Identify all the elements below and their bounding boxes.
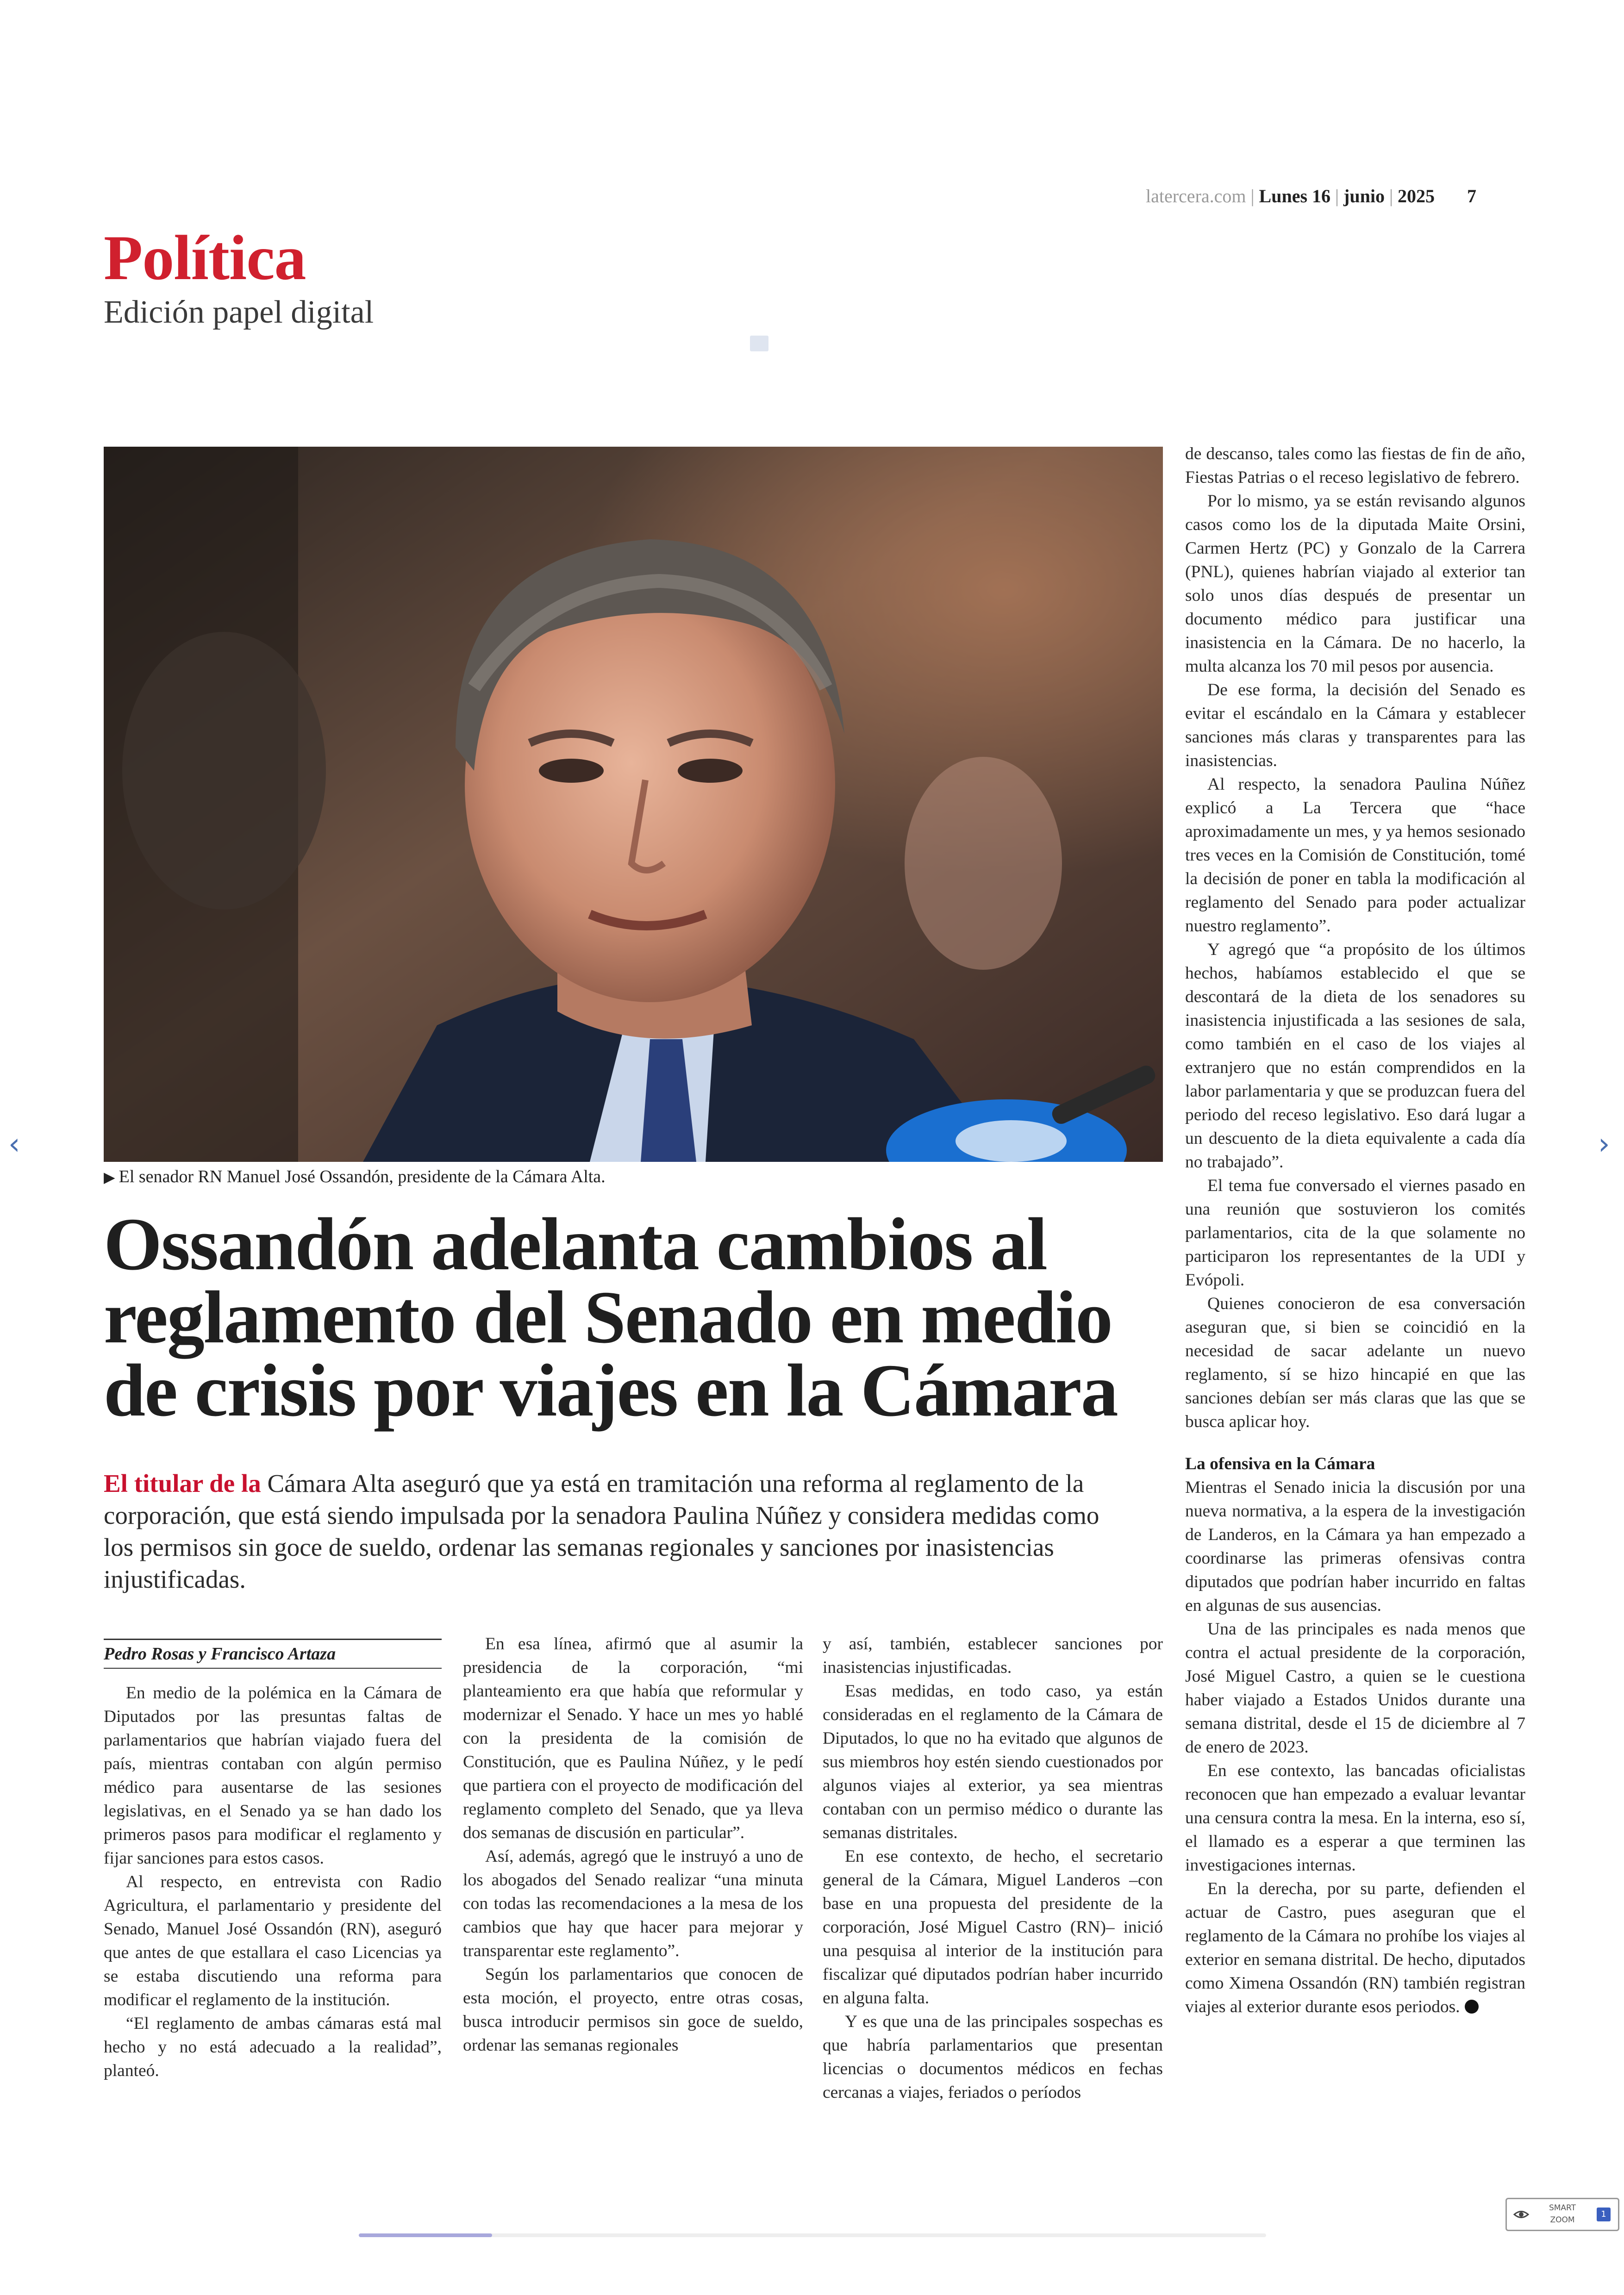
caption-triangle-icon: ▶: [104, 1169, 115, 1185]
page-marker-icon: [750, 336, 768, 351]
section-title: Política: [104, 222, 306, 293]
paragraph: Al respecto, la senadora Paulina Núñez explicó a La Tercera que “hace aproximadamente un mes, y ya hemos sesionado tres veces en la Comisión de Constitución, tomé la decisión de poner en tabla la modificación al reglamento del Senado para poder actualizar nuestro reglamento”.: [1185, 775, 1525, 935]
paragraph: En medio de la polémica en la Cámara de Diputados por las presuntas faltas de parlamentarios que habrían viajado fuera del país, mientras contaban con algún permiso médico para ausentarse de las sesiones legislativas, en el Senado ya se han dado los primeros pasos para modificar el reglamento y fijar sanciones para estos casos.: [104, 1684, 442, 1868]
paragraph: Una de las principales es nada menos que contra el actual presidente de la corporación, José Miguel Castro, a quien se le cuestiona haber viajado a Estados Unidos durante una semana distrital, desde el 15 de diciembre al 7 de enero de 2023.: [1185, 1620, 1525, 1757]
body-column-3: [823, 1632, 1163, 2104]
article-headline: Ossandón adelanta cambios al reglamento del Senado en medio de crisis por viajes en la Cámara: [104, 1203, 1118, 1432]
paragraph: Según los parlamentarios que conocen de esta moción, el proyecto, entre otras cosas, busca introducir permisos sin goce de sueldo, ordenar las semanas regionales: [463, 1965, 803, 2055]
masthead: latercera.com | Lunes 16 | junio | 2025 7: [1146, 186, 1476, 206]
paragraph: Así, además, agregó que le instruyó a uno de los abogados del Senado realizar “una minuta con todas las recomendaciones a la mesa de los cambios que hay que hacer para mejorar y transparentar este reglamento”.: [463, 1847, 803, 1960]
smart-zoom-label: SMART ZOOM: [1549, 2203, 1576, 2225]
edition-label: Edición papel digital: [104, 294, 374, 330]
paragraph: “El reglamento de ambas cámaras está mal hecho y no está adecuado a la realidad”, planteó.: [104, 2014, 442, 2080]
paragraph: Y es que una de las principales sospechas es que habría parlamentarios que presentan licencias o documentos médicos en fechas cercanas a viajes, feriados o períodos: [823, 2012, 1163, 2102]
body-column-4: [1185, 442, 1525, 2019]
paragraph: Mientras el Senado inicia la discusión por una nueva normativa, a la espera de la investigación de Landeros, en la Cámara ya han empezado a coordinarse las primeras ofensivas contra diputados que podrían haber incurrido en faltas en algunas de sus ausencias.: [1185, 1478, 1525, 1615]
previous-page-icon[interactable]: ‹: [8, 1127, 20, 1161]
page-progress-fill: [359, 2233, 492, 2237]
article-photo: [104, 447, 1163, 1162]
page-number: 7: [1467, 186, 1476, 206]
issue-month: junio: [1343, 186, 1385, 206]
byline: Pedro Rosas y Francisco Artaza: [104, 1639, 442, 1669]
paragraph: Y agregó que “a propósito de los últimos hechos, habíamos establecido el que se descontará de la dieta de los senadores su inasistencia injustificada a las sesiones de sala, como también en el caso de los viajes al extranjero que no están comprendidos en la labor parlamentaria y que se produzcan fuera del periodo del receso legislativo. Eso dará lugar a un descuento de la dieta equivalente a cada día no trabajado”.: [1185, 940, 1525, 1172]
paragraph: Esas medidas, en todo caso, ya están consideradas en el reglamento de la Cámara de Diputados, lo que no ha evitado que algunos de sus miembros hoy estén siendo cuestionados por algunos viajes al exterior, ya sea mientras contaban con un permiso médico o durante las semanas distritales.: [823, 1682, 1163, 1842]
issue-day: Lunes 16: [1259, 186, 1331, 206]
paragraph: y así, también, establecer sanciones por inasistencias injustificadas.: [823, 1634, 1163, 1677]
photo-caption: ▶ El senador RN Manuel José Ossandón, presidente de la Cámara Alta.: [104, 1167, 606, 1186]
next-page-icon[interactable]: ›: [1598, 1127, 1610, 1161]
paragraph: de descanso, tales como las fiestas de fin de año, Fiestas Patrias o el receso legislativo de febrero.: [1185, 444, 1525, 487]
article-lead: [104, 1467, 1113, 1595]
body-column-1: [104, 1681, 442, 2083]
paragraph: En ese contexto, las bancadas oficialistas reconocen que han empezado a evaluar levantar una censura contra la mesa. En la interna, eso sí, el llamado es a esperar a que terminen las investigaciones internas.: [1185, 1761, 1525, 1875]
paragraph: Quienes conocieron de esa conversación aseguran que, si bien se coincidió en la necesidad de sacar adelante un nuevo reglamento, sí se hizo hincapié en que las sanciones debían ser más claras que las que se busca aplicar hoy.: [1185, 1294, 1525, 1431]
lead-text: Cámara Alta aseguró que ya está en tramitación una reforma al reglamento de la corporación, que está siendo impulsada por la senadora Paulina Núñez y considera medidas como los permisos sin goce de sueldo, ordenar las semanas regionales y sanciones por inasistencias injustificadas.: [104, 1469, 1099, 1593]
zoom-count-badge: 1: [1597, 2208, 1611, 2221]
paragraph: En ese contexto, de hecho, el secretario general de la Cámara, Miguel Landeros –con base en una propuesta del presidente de la corporación, José Miguel Castro (RN)– inició una pesquisa al interior de la institución para fiscalizar qué diputados podrían haber incurrido en alguna falta.: [823, 1847, 1163, 2008]
page-progress-bar[interactable]: [359, 2233, 1266, 2237]
site-name[interactable]: latercera.com: [1146, 186, 1246, 206]
end-of-article-icon: [1465, 2000, 1479, 2014]
paragraph: De ese forma, la decisión del Senado es evitar el escándalo en la Cámara y establecer sanciones más claras y transparentes para las inasistencias.: [1185, 680, 1525, 770]
paragraph: El tema fue conversado el viernes pasado en una reunión que sostuvieron los comités parlamentarios, cita de la que solamente no participaron los representantes de la UDI y Evópoli.: [1185, 1176, 1525, 1290]
smart-zoom-button[interactable]: [1505, 2198, 1619, 2231]
paragraph: Por lo mismo, ya se están revisando algunos casos como los de la diputada Maite Orsini, Carmen Hertz (PC) y Gonzalo de la Carrera (PNL), quienes habrían viajado al exterior tan solo unos días después de presentar un documento médico para justificar una inasistencia en la Cámara. De no hacerlo, la multa alcanza los 70 mil pesos por ausencia.: [1185, 492, 1525, 676]
paragraph: Al respecto, en entrevista con Radio Agricultura, el parlamentario y presidente del Senado, Manuel José Ossandón (RN), aseguró que antes de que estallara el caso Licencias ya se estaba discutiendo una reforma para modificar el reglamento de la institución.: [104, 1872, 442, 2009]
senator-portrait-illustration: [104, 447, 1163, 1162]
paragraph-last: En la derecha, por su parte, defienden el actuar de Castro, pues aseguran que el reglamento de la Cámara no prohíbe los viajes al exterior en semana distrital. De hecho, diputados como Ximena Ossandón (RN) también registran viajes al exterior durante esos periodos.: [1185, 1879, 1525, 2016]
paragraph: En esa línea, afirmó que al asumir la presidencia de la corporación, “mi planteamiento era que había que reformular y modernizar el Senado. Y hace un mes yo hablé con la presidenta de la comisión de Constitución, que es Paulina Núñez, y le pedí que partiera con el proyecto de modificación del reglamento completo del Senado, que ya lleva dos semanas de discusión en particular”.: [463, 1634, 803, 1842]
subheading: La ofensiva en la Cámara: [1185, 1454, 1375, 1473]
eye-icon: [1513, 2207, 1529, 2222]
issue-year: 2025: [1398, 186, 1435, 206]
body-column-2: [463, 1632, 803, 2057]
lead-prefix: El titular de la: [104, 1469, 261, 1497]
